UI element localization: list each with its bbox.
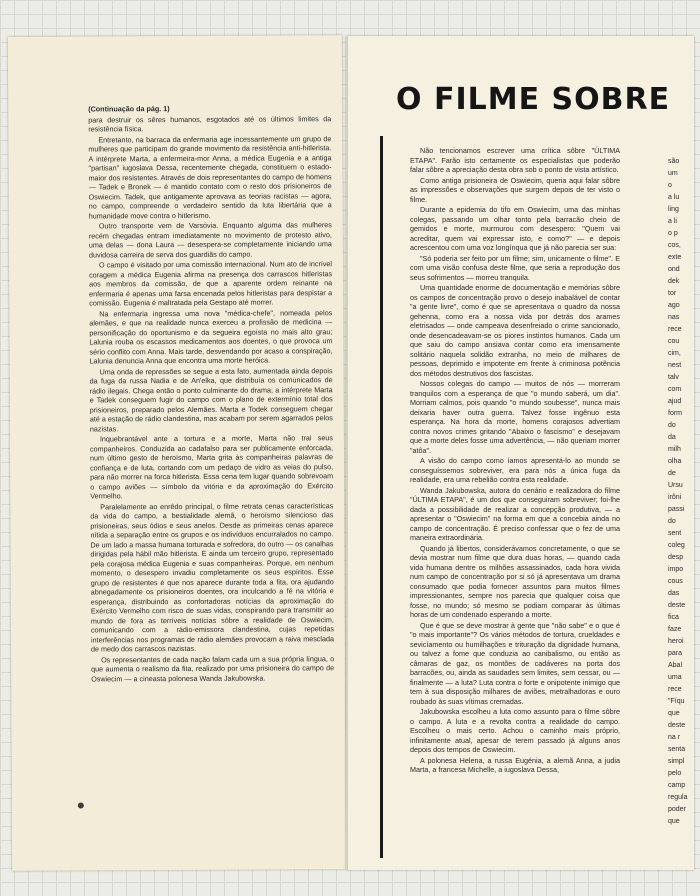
- right-edge-fragment: senta: [668, 746, 686, 753]
- right-edge-fragment: sent: [668, 530, 682, 537]
- right-edge-fragment: rece: [668, 326, 682, 333]
- right-edge-column: [668, 156, 694, 856]
- right-edge-fragment: ago: [668, 302, 680, 309]
- right-edge-fragment: pelo: [668, 770, 682, 777]
- left-paragraph: Na enfermaria ingressa uma nova "médica-chefe", nomeada pelos alemães, e que na realidade nunca exerceu a profissão de medicina — personificação do oportunismo e da segueira egoísta no mais alto grau; Lalunia rouba os escassos medicamentos aos doentes, o que provoca um sério conflito com Anna. Mais tarde, desvendando por acaso a conspiração, Lalunia denuncia Anna que encontra uma morte heróica.: [89, 307, 333, 366]
- right-edge-fragment: desp: [668, 554, 684, 561]
- right-edge-fragment: nest: [668, 362, 682, 369]
- left-paragraph: Uma onda de repressões se segue a esta fato, aumentada ainda depois da fuga da russa Nadia e de An'elka, que distribuía os comunicados de rádio ilegais. Chega então o ponto culminante do drama; a intérprete Marta e Tadek conseguem fugir do campo com o plano de extermínio total dos prisioneiros, preparado pelos Alemães. Marta e Todek conseguem chegar até a estação de rádio clandestina, mas acabam por serem agarrados pelos nazistas.: [89, 365, 333, 433]
- right-edge-fragment: da: [668, 434, 676, 441]
- right-edge-fragment: tor: [668, 290, 677, 297]
- center-paragraph: Que é que se deve mostrar à gente que "não sabe" e o que é "o mais importante"? Os vários métodos de tortura, crueldades e sevicíamento ou humilhações e trituração da dignidade humana, ou talvez a fome que conduzia ao canibalismo, ou então as câmaras de gaz, os montões de cadáveres na porta dos barracões, ou, ainda as saudades sem limites, sem cessar, ou — finalmente — a luta? Luta contra o forte e onipotente inimigo que tem à sua disposição milhares de aviões, metralhadoras e ouro roubado às suas vítimas cremadas.: [410, 620, 620, 706]
- right-edge-fragment: form: [668, 410, 682, 417]
- right-edge-fragment: deste: [668, 602, 686, 609]
- left-paragraph: Os representantes de cada nação falam cada um a sua própria língua, o que aumenta o realismo da fita, realizado por uma prisioneira do campo de Oswiecim — a cineasta polonesa Wanda Jakubowska.: [91, 653, 335, 683]
- center-paragraph: Quando já libertos, considerávamos concretamente, o que se devia mostrar num filme que dura duas horas, — quando cada vida humana dentre os milhões assassinados, cada hora vivida num campo de concentração por si só já apresentava um drama consumado que podia fornecer assuntos para muitos filmes impressionantes, sempre nos parecia que qualquer coisa que fosse, no mundo; só mesmo se podiam comparar às últimas horas de um condenado esperando a morte.: [410, 543, 620, 619]
- right-page: [346, 36, 694, 870]
- paper-hole: [78, 802, 84, 808]
- right-edge-fragment: irôni: [668, 494, 682, 501]
- headline: O FILME SOBRE: [396, 82, 671, 117]
- right-edge-fragment: na r: [668, 734, 681, 741]
- center-paragraph: Jakubowska escolheu a luta como assunto para o filme sôbre o campo. A luta e a revolta contra a realidade do campo. Escolheu o mais certo. Achou o caminho mais próprio, infinitamente atual, apesar de terem passado já alguns anos depois dos tempos de Oswiecim.: [410, 707, 620, 754]
- left-paragraph: Paralelamente ao enrêdo principal, o filme retrata cenas características da vida do campo, a bestialidade alemã, o heroísmo silencioso das prisioneiras, seus ódios e seus anelos. Desde as primeiras cenas aparece nítida a separação entre os grupos e os indivíduos encurralados no campo. De um lado a massa humana torturada e sofredora, do outro — os canalhas dirigidas pela hábil mão hitlerista. E ainda um terceiro grupo, representado pela corajosa médica Eugenia e suas companheiras. Porque, em nenhum momento, o desespero invadiu completamente os seus espíritos. Esse grupo de resistentes é que nos aparece durante toda a fita, ora ajudando abnegadamente os prisioneiros doentes, ora inculcando a fé na vitória e esperança, distribuindo as confortadoras notícias da aproximação do Exército Vermelho com risco de suas vidas, conspirando para transmitir ao mundo de fora as terríveis notícias sôbre a realidade de Oswiecim, comunicando com a rádio-emissora clandestina, cujas repetidas interferências nos programas de rádio alemães provocam a raiva mesclada de medo dos carrascos nazistas.: [90, 500, 334, 654]
- right-edge-fragment: que: [668, 710, 680, 717]
- right-edge-fragment: Abal: [668, 662, 683, 669]
- right-edge-fragment: simpl: [668, 758, 685, 765]
- right-edge-fragment: cos,: [668, 242, 681, 249]
- right-edge-fragment: coleg: [668, 542, 685, 549]
- right-edge-fragment: talv: [668, 374, 679, 381]
- right-edge-fragment: dek: [668, 278, 680, 285]
- right-edge-fragment: poder: [668, 806, 686, 813]
- right-edge-fragment: das: [668, 590, 680, 597]
- right-edge-fragment: impo: [668, 566, 684, 573]
- left-paragraph: O campo é visitado por uma comissão internacional. Num ato de incrível coragem a médica Eugenia afirma na presença dos carrascos hitleristas aos membros da comissão, de que a aparente ordem reinante na enfermaria é apenas uma farsa encenada pelos hitleristas para despistar a comissão. Eugenia é maltratada pela Gestapo até morrer.: [89, 259, 333, 308]
- center-paragraph: "Só poderia ser feito por um filme; sim, unicamente o filme". E com uma visão confusa deste filme, que seria a reprodução dos seus sofrimentos — morreu tranquila.: [410, 253, 620, 282]
- right-edge-fragment: fica: [668, 614, 679, 621]
- center-paragraph: Como antiga prisioneira de Oswiecim, queria aqui falar sôbre as impressões e observações que surgem depois de ter visto o filme.: [410, 175, 620, 204]
- right-edge-fragment: a lu: [668, 194, 680, 201]
- left-paragraph: Inquebrantável ante a tortura e a morte, Marta não trai seus companheiros. Conduzida ao cadafalso para ser publicamente enforcada, num último gesto de heroísmo, Marta grita às companheiras palavras de confiança e de luta, cortando com um pedaço de vidro as veias do pulso, para não morrer na forca hitlerista. Essa cena tem lugar quando sobrevoam o campo aviões — símbolo da vitória e da aproximação do Exército Vermelho.: [89, 433, 334, 501]
- center-paragraph: Wanda Jakubowska, autora do cenário e realizadora do filme "ÚLTIMA ETAPA", é um dos que conseguiram sobreviver; foi-lhe dada a possibilidade de realizar a concepção produtiva, — a apresentar o "Oswiecim" na forma em que a concebia ainda no campo de concentração. É preciso confessar que o fez de uma maneira extraordinária.: [410, 485, 620, 542]
- right-edge-fragment: o p: [668, 230, 678, 237]
- right-edge-fragment: de: [668, 470, 676, 477]
- left-article-column: [88, 103, 335, 871]
- center-paragraph: Uma quantidade enorme de documentação e memórias sôbre os campos de concentração provo o desejo inabalável de contar "a gente livre", como é que se apresentava o quadro da nossa gehenna, como era a nossa vida por detrás dos arames eletrisados — onde campeava desenfreiado o crime sancionado, onde desencadeavam-se os piores instintos humanos. Cada um que saiu do campo ansiava contar como era imensamente solitário naquela solidão extranha, no meio de milhares de pessoas, deprimido e impotente em frente à criminosa potência dos métodos destrutivos dos fascistas.: [410, 283, 620, 378]
- right-edge-fragment: que: [668, 818, 680, 825]
- right-edge-fragment: deste: [668, 722, 686, 729]
- right-edge-fragment: faze: [668, 626, 682, 633]
- page-fold: [346, 36, 348, 870]
- left-paragraph: Outro transporte vem de Varsóvia. Enquanto alguma das mulheres recém chegadas entram imediatamente no movimento de protesto ativo, uma delas — dona Laura — desespera-se completamente iniciando uma duvidosa carreira de serva dos guardiãs do campo.: [88, 220, 332, 259]
- right-edge-fragment: para: [668, 650, 683, 657]
- right-edge-fragment: cim,: [668, 350, 681, 357]
- center-paragraph: Nossos colegas do campo — muitos de nós — morreram tranquilos com a esperança de que "o mundo saberá, um dia". Morriam calmos, pois quando "o mundo soubesse", nunca mais deixaria haver outra guerra. Talvez fosse ingênuo esta esperança. Na hora da morte, homens corajosos advertiam contra novos crimes gritando "Abaixo o fascismo" e desejavam que a morte deles fosse uma advertência, — não queriam morrer "atôa".: [410, 379, 620, 455]
- center-paragraph: A visão do campo como íamos apresentá-lo ao mundo se conseguíssemos sobreviver, era para nós a única fuga da realidade, era uma rebelião contra esta realidade.: [410, 456, 620, 484]
- right-edge-fragment: milh: [668, 446, 681, 453]
- vertical-rule: [380, 136, 383, 858]
- right-edge-fragment: olha: [668, 458, 682, 465]
- right-edge-fragment: camp: [668, 782, 686, 789]
- right-edge-fragment: são: [668, 158, 680, 165]
- center-paragraph: Não tencionamos escrever uma crítica sôbre "ÚLTIMA ETAPA". Farão isto certamente os especialistas que poderão falar sôbre a apreciação desta obra sob o ponto de vista artístico.: [410, 146, 620, 174]
- center-article-column: [410, 146, 620, 866]
- center-paragraph: Durante a epidemia do tifo em Oswiecim, uma das minhas colegas, passando um olhar tonto pela barracão cheio de gemidos e morte, murmurou com desespero: "Quem vai acreditar, quem vai expressar isto, e como?" — e depois acrescentou com uma voz longínqua que já não parecia ser sua:: [410, 205, 620, 252]
- right-edge-fragment: a li: [668, 218, 677, 225]
- right-edge-fragment: rece: [668, 686, 682, 693]
- right-edge-fragment: regula: [668, 794, 688, 801]
- continuation-label: (Continuação da pág. 1): [88, 104, 170, 114]
- center-paragraph: A polonesa Helena, a russa Eugénia, a alemã Anna, a judia Marta, a francesa Michelle, a iugoslava Dessa,: [410, 755, 620, 774]
- right-edge-fragment: ond: [668, 266, 680, 273]
- right-edge-fragment: com: [668, 386, 682, 393]
- right-edge-fragment: do: [668, 518, 676, 525]
- left-paragraph: Entretanto, na barraca da enfermaria age incessantemente um grupo de mulheres que participam do grande movimento da resistência anti-hitlerista. A intérprete Marta, a enfermeira-mor Anna, a médica Eugenia e a antiga "partisan" iugoslava Dessa, recentemente chegada, constituem o estado-maior dos resistentes. Através de dois representantes do campo de homens — Tadek e Bronek — é mantido contato com o resto dos prisioneiros de Oswiecim. Tadek, que antigamente aprovava as teorias racistas — agora, no campo, compreende o verdadeiro sentido da luta libertária que a humanidade move contra o hitlerismo.: [88, 133, 332, 220]
- right-edge-fragment: passi: [668, 506, 685, 513]
- right-edge-fragment: nas: [668, 314, 680, 321]
- right-edge-fragment: exte: [668, 254, 682, 261]
- right-edge-fragment: Ursu: [668, 482, 683, 489]
- left-paragraph: para destruir os sêres humanos, esgotados até os últimos limites da resistência física.: [88, 113, 332, 134]
- right-edge-fragment: heroi: [668, 638, 684, 645]
- right-edge-fragment: um: [668, 170, 678, 177]
- right-edge-fragment: o: [668, 182, 672, 189]
- right-edge-fragment: uma: [668, 674, 682, 681]
- right-edge-fragment: cous: [668, 578, 683, 585]
- left-page: [8, 35, 346, 871]
- right-edge-fragment: cou: [668, 338, 680, 345]
- right-edge-fragment: "Fíqu: [668, 698, 685, 705]
- right-edge-fragment: do: [668, 422, 676, 429]
- right-edge-fragment: ajud: [668, 398, 682, 405]
- right-edge-fragment: ling: [668, 206, 679, 213]
